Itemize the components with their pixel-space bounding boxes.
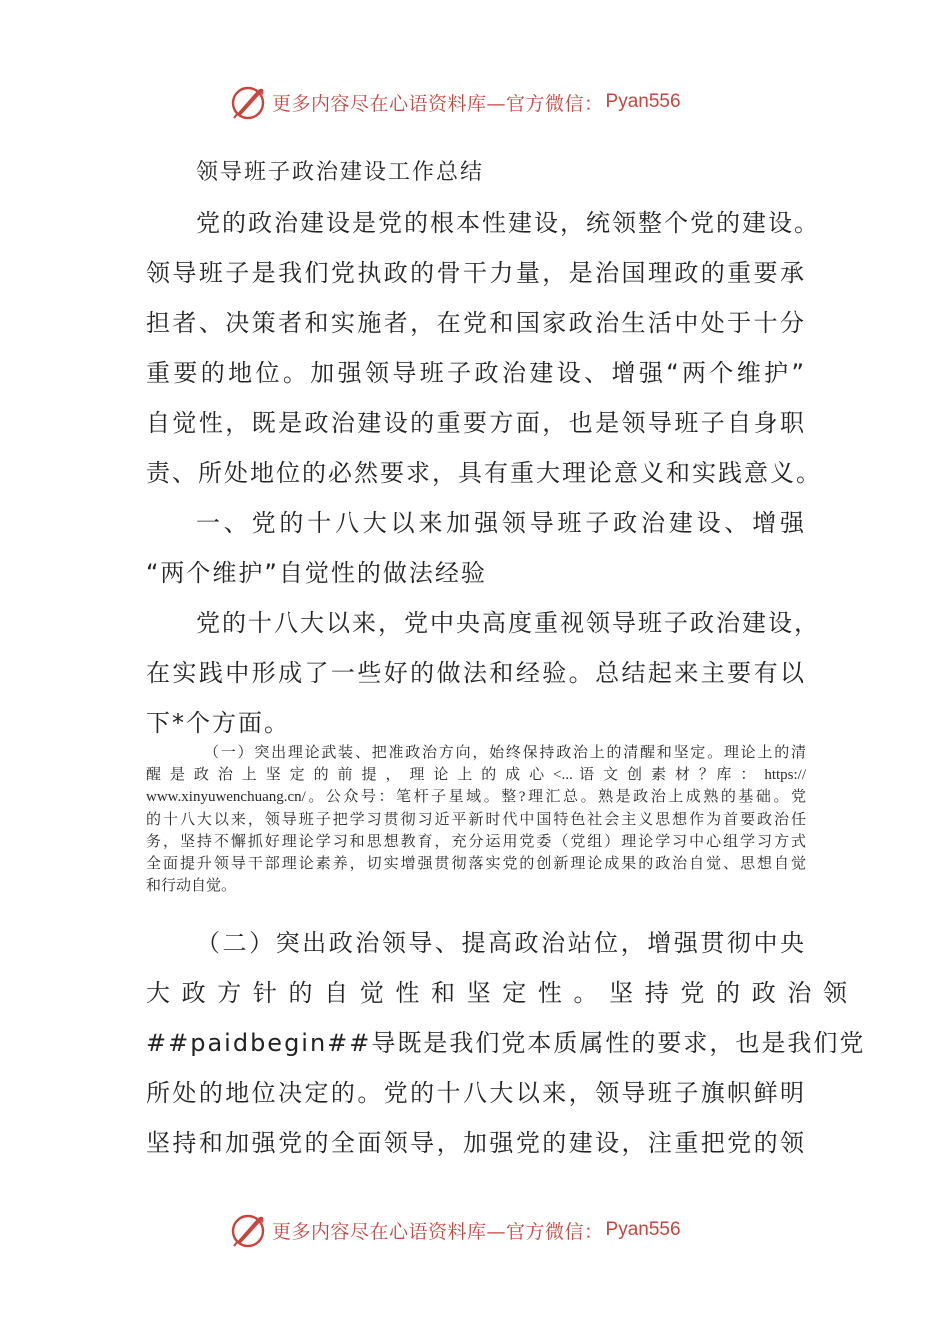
section-heading-line: 一、党的十八大以来加强领导班子政治建设、增强 bbox=[196, 509, 806, 537]
paragraph-line: 大 政 方 针 的 自 觉 性 和 坚 定 性 。 坚 持 党 的 政 治 领 bbox=[146, 979, 849, 1007]
quill-pen-logo-icon bbox=[228, 82, 268, 122]
paragraph-line: 在实践中形成了一些好的做法和经验。总结起来主要有以 bbox=[146, 659, 806, 687]
intro-line: 自觉性，既是政治建设的重要方面，也是领导班子自身职 bbox=[146, 409, 806, 437]
banner-handle: Pyan556 bbox=[605, 91, 681, 112]
footer-banner bbox=[228, 1208, 681, 1252]
paragraph-line: 所处的地位决定的。党的十八大以来，领导班子旗帜鲜明 bbox=[146, 1079, 806, 1107]
small-print-paragraph bbox=[146, 742, 806, 897]
intro-line: 党的政治建设是党的根本性建设，统领整个党的建设。 bbox=[196, 209, 820, 237]
document-title: 领导班子政治建设工作总结 bbox=[196, 160, 485, 185]
section-heading-line: “两个维护”自觉性的做法经验 bbox=[146, 559, 487, 587]
document-body bbox=[146, 148, 822, 748]
small-print-line: 和行动自觉。 bbox=[146, 878, 237, 895]
banner-text: 更多内容尽在心语资料库—官方微信： bbox=[272, 92, 604, 115]
small-print-line: （一）突出理论武装、把准政治方向，始终保持政治上的清醒和坚定。理论上的清 bbox=[204, 745, 806, 761]
small-print-line: www.xinyuwenchuang.cn/。公众号：笔杆子星域。整?理汇总。熟是政治上成熟的基础。党 bbox=[146, 789, 806, 806]
intro-line: 重要的地位。加强领导班子政治建设、增强“两个维护” bbox=[146, 359, 806, 387]
document-body-continued bbox=[146, 918, 866, 1168]
intro-line: 担者、决策者和实施者，在党和国家政治生活中处于十分 bbox=[146, 309, 806, 337]
header-banner bbox=[228, 80, 681, 124]
small-print-line: 全面提升领导干部理论素养，切实增强贯彻落实党的创新理论成果的政治自觉、思想自觉 bbox=[146, 855, 806, 872]
quill-pen-logo-icon bbox=[228, 1210, 268, 1250]
intro-line: 领导班子是我们党执政的骨干力量，是治国理政的重要承 bbox=[146, 259, 806, 287]
paragraph-line: 坚持和加强党的全面领导，加强党的建设，注重把党的领 bbox=[146, 1129, 806, 1157]
paragraph-line: 党的十八大以来，党中央高度重视领导班子政治建设， bbox=[196, 609, 820, 637]
small-print-line: 的十八大以来，领导班子把学习贯彻习近平新时代中国特色社会主义思想作为首要政治任 bbox=[146, 811, 806, 828]
small-print-line: 醒 是 政 治 上 坚 定 的 前 提 ， 理 论 上 的 成 心 <... 语 文 创 素 材 ？库 ： https:// bbox=[146, 767, 806, 784]
banner-handle: Pyan556 bbox=[605, 1219, 681, 1240]
paragraph-line: ##paidbegin##导既是我们党本质属性的要求，也是我们党 bbox=[146, 1029, 866, 1057]
paragraph-line: （二）突出政治领导、提高政治站位，增强贯彻中央 bbox=[196, 929, 806, 957]
banner-text: 更多内容尽在心语资料库—官方微信： bbox=[272, 1220, 604, 1243]
intro-line: 责、所处地位的必然要求，具有重大理论意义和实践意义。 bbox=[146, 459, 822, 487]
small-print-line: 务，坚持不懈抓好理论学习和思想教育，充分运用党委（党组）理论学习中心组学习方式 bbox=[146, 833, 806, 850]
paragraph-line: 下*个方面。 bbox=[146, 709, 290, 737]
